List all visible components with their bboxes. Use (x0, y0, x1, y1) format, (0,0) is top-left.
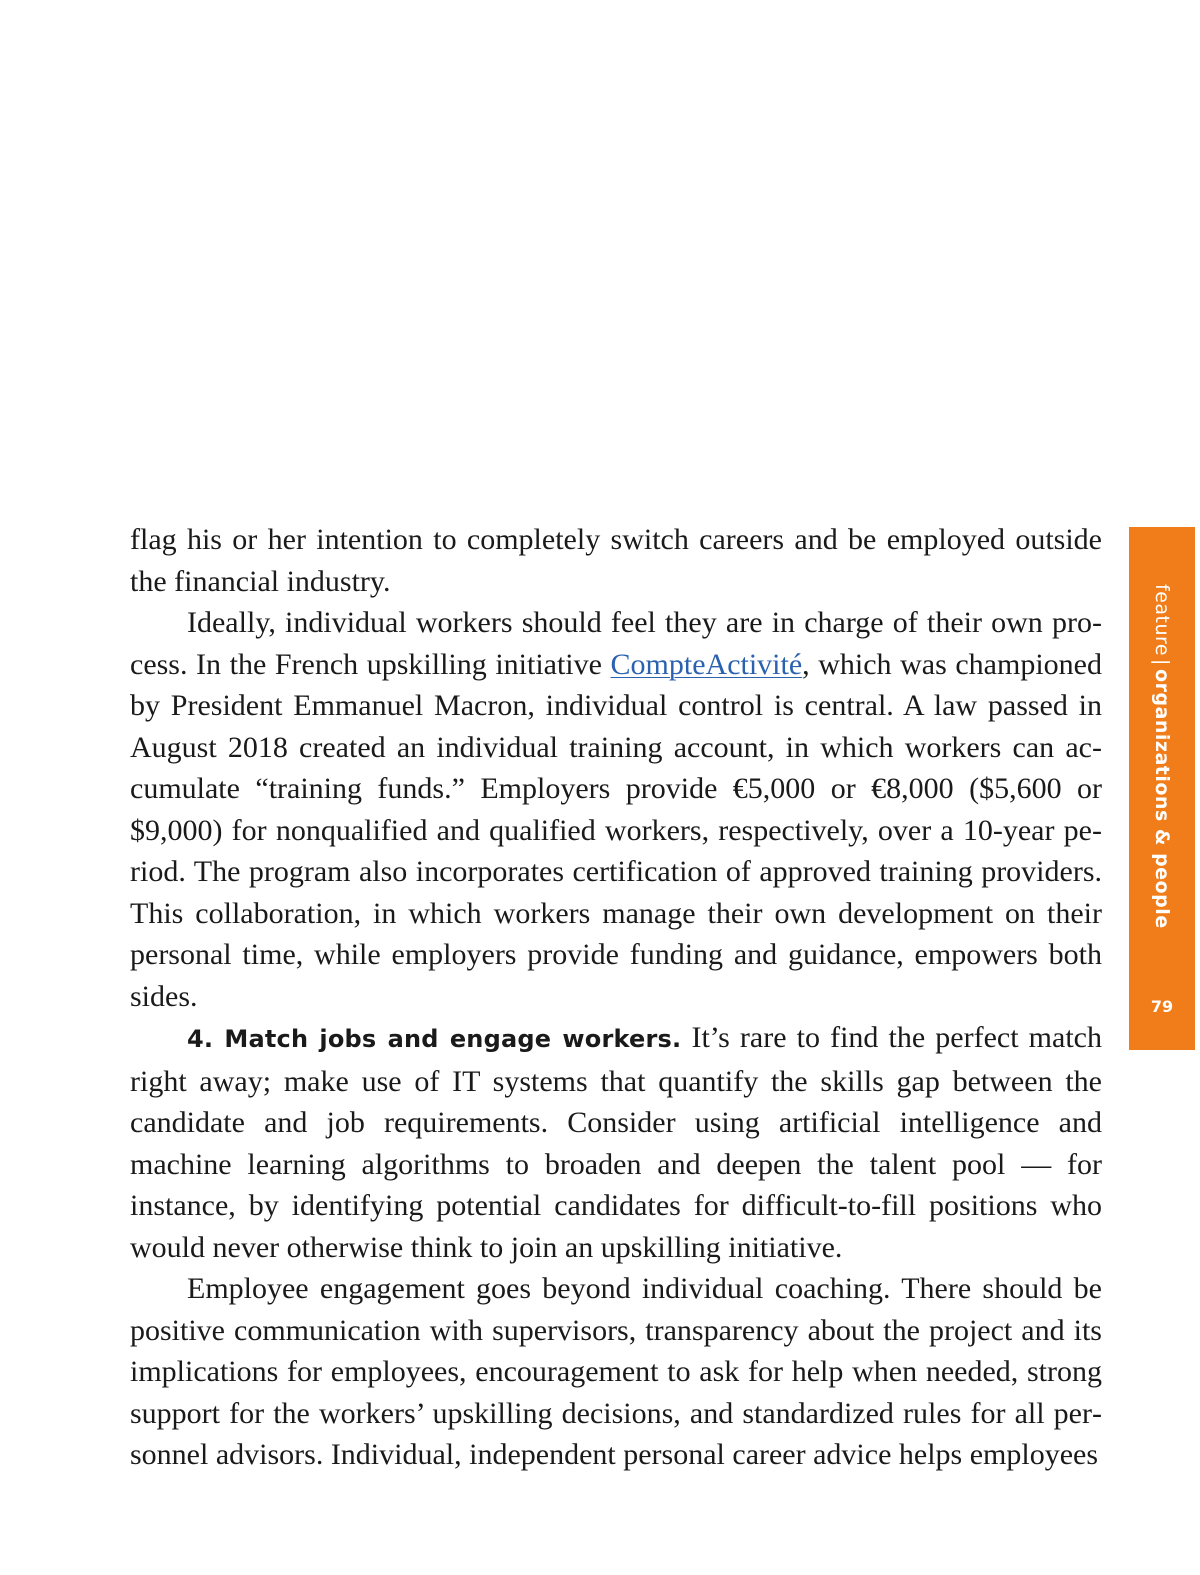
section-name: feature (1151, 584, 1173, 657)
compte-activite-link[interactable]: CompteActivité (610, 647, 803, 681)
paragraph-text: Employee engagement goes beyond individual coaching. There should be positive communication with supervisors, transparency about the project and its implications for employees, encouragement to ask for help when needed, strong support for the workers’ upskilling decisions, and standardized rules for all personnel advisors. Individual, independent personal career advice helps employees (130, 1272, 1102, 1471)
paragraph-employee-engagement (130, 1268, 1102, 1476)
paragraph-match-jobs (130, 1017, 1102, 1268)
page-number: 79 (1150, 997, 1174, 1016)
paragraph-text: It’s rare to find the perfect match right away; make use of IT systems that quantify the skills gap between the candidate and job requirements. Consider using artificial intelligence and machine learning algorithms to broaden and deepen the talent pool — for instance, by identifying potential candidates for difficult-to-fill positions who would never otherwise think to join an upskilling initiative. (130, 1021, 1102, 1264)
paragraph-continuation (130, 519, 1102, 602)
paragraph-text: Ideally, individual workers should feel they are in charge of their own process. In the French upskilling initiative (130, 606, 1102, 681)
section-separator: | (1151, 659, 1173, 667)
section-side-tab (1129, 527, 1195, 1050)
section-label (1151, 584, 1173, 929)
paragraph-text: , which was championed by President Emmanuel Macron, individual control is central. A law passed in August 2018 created an individual training account, in which workers can accumulate “training funds.” Employers provide €5,000 or €8,000 ($5,600 or $9,000) for nonqualified and qualified workers, respectively, over a 10-year period. The program also incorporates certification of approved training providers. This collaboration, in which workers manage their own development on their personal time, while employers provide funding and guidance, empowers both sides. (130, 647, 1102, 1013)
section-category: organizations & people (1151, 669, 1173, 929)
section-run-in-heading: 4. Match jobs and engage workers. (187, 1025, 682, 1053)
paragraph-compte-activite (130, 602, 1102, 1017)
paragraph-text: flag his or her intention to completely switch careers and be employed outside the financial industry. (130, 523, 1102, 598)
article-body (130, 519, 1102, 1476)
